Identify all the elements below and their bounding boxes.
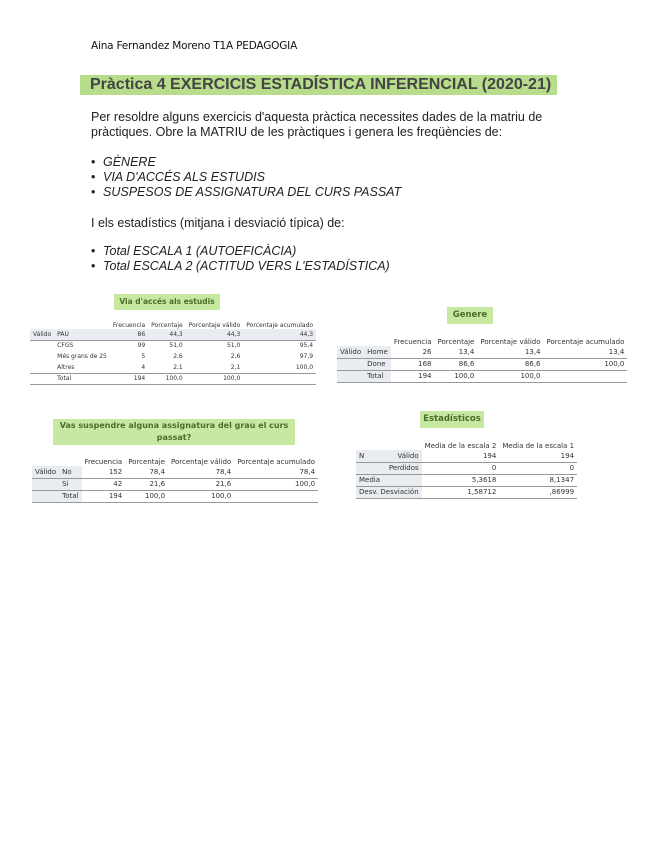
col-header: Media de la escala 1 <box>502 441 575 450</box>
cell: 21,6 <box>168 478 234 490</box>
row-label: Perdidos <box>376 462 421 474</box>
col-header: Porcentaje acumulado <box>246 321 314 329</box>
row-label: Total <box>59 490 81 502</box>
genere-table <box>337 325 627 383</box>
cell: 95,4 <box>299 342 314 350</box>
cell <box>243 373 316 384</box>
suspens-table <box>32 446 318 503</box>
row-label: Altres <box>54 362 110 373</box>
cell: 44,3 <box>243 329 316 340</box>
cell: 99 <box>137 342 146 350</box>
cell: 86 <box>110 329 148 340</box>
cell: 100,0 <box>125 490 168 502</box>
estad-table-title: Estadísticos <box>420 411 484 428</box>
cell: 21,6 <box>125 478 168 490</box>
cell: 44,3 <box>186 329 244 340</box>
cell: 194 <box>499 450 577 462</box>
list-item: • VIA D'ACCÉS ALS ESTUDIS <box>91 170 401 185</box>
suspens-table-title: Vas suspendre alguna assignatura del grau el curs passat? <box>53 419 295 445</box>
cell: 100,0 <box>544 358 628 370</box>
cell: 152 <box>82 466 126 478</box>
col-header: Porcentaje <box>128 457 166 466</box>
row-label: PAU <box>54 329 110 340</box>
genere-table-title: Genere <box>447 307 493 324</box>
cell: 51,0 <box>226 342 241 350</box>
cell: 100,0 <box>234 478 318 490</box>
cell: 194 <box>391 370 435 382</box>
cell: 78,4 <box>168 466 234 478</box>
row-label: No <box>59 466 81 478</box>
group-label: Válido <box>30 329 54 340</box>
row-label: Més grans de 25 <box>57 353 107 360</box>
col-header: Frecuencia <box>112 321 146 329</box>
col-header: Porcentaje válido <box>480 337 541 346</box>
cell: 13,4 <box>435 346 478 358</box>
cell: 8,1347 <box>499 474 577 486</box>
cell: 1,58712 <box>422 486 500 498</box>
cell: 100,0 <box>477 370 543 382</box>
row-label: Done <box>364 358 391 370</box>
cell <box>544 370 628 382</box>
row-label: Home <box>364 346 391 358</box>
cell: 78,4 <box>125 466 168 478</box>
cell <box>234 490 318 502</box>
stats-list <box>91 244 390 274</box>
row-label: Válido <box>376 450 421 462</box>
estad-table <box>356 429 577 499</box>
group-label: Válido <box>32 466 59 478</box>
cell: 2,6 <box>230 353 241 360</box>
col-header: Porcentaje <box>151 321 183 329</box>
cell: 51,0 <box>169 342 183 350</box>
list-item: • GÈNERE <box>91 155 401 170</box>
cell: 86,6 <box>477 358 543 370</box>
group-label: Válido <box>337 346 364 358</box>
col-header: Porcentaje <box>437 337 475 346</box>
row-label: Si <box>59 478 81 490</box>
page-title: Pràctica 4 EXERCICIS ESTADÍSTICA INFERENCIAL (2020-21) <box>80 75 557 95</box>
list-item: • Total ESCALA 1 (AUTOEFICÀCIA) <box>91 244 390 259</box>
cell: 100,0 <box>243 362 316 373</box>
cell: 13,4 <box>544 346 628 358</box>
cell: 194 <box>422 450 500 462</box>
col-header: Porcentaje válido <box>188 321 241 329</box>
col-header: Frecuencia <box>84 457 123 466</box>
cell: 97,9 <box>299 353 314 360</box>
col-header: Porcentaje válido <box>171 457 232 466</box>
stats-intro: I els estadístics (mitjana i desviació típica) de: <box>91 216 345 230</box>
group-label: N <box>356 450 376 462</box>
cell: 5 <box>141 353 146 360</box>
col-header: Frecuencia <box>393 337 432 346</box>
cell: 194 <box>110 373 148 384</box>
col-header: Porcentaje acumulado <box>237 457 316 466</box>
col-header: Porcentaje acumulado <box>546 337 625 346</box>
cell: 86,6 <box>435 358 478 370</box>
cell: 194 <box>82 490 126 502</box>
via-table-title: Via d'accés als estudis <box>114 294 220 310</box>
row-label: Total <box>364 370 391 382</box>
list-item: • Total ESCALA 2 (ACTITUD VERS L'ESTADÍSTICA) <box>91 259 390 274</box>
row-label: Desv. Desviación <box>356 486 422 498</box>
cell: 2,1 <box>148 362 186 373</box>
cell: 42 <box>82 478 126 490</box>
cell: 78,4 <box>234 466 318 478</box>
cell: 5,3618 <box>422 474 500 486</box>
author-line: Aina Fernandez Moreno T1A PEDAGOGIA <box>91 40 298 52</box>
cell: 100,0 <box>186 373 244 384</box>
col-header: Media de la escala 2 <box>424 441 497 450</box>
via-table <box>30 311 316 385</box>
cell: 100,0 <box>435 370 478 382</box>
cell: 168 <box>391 358 435 370</box>
row-label: CFGS <box>57 342 74 350</box>
cell: 4 <box>110 362 148 373</box>
row-label: Total <box>54 373 110 384</box>
cell: 26 <box>391 346 435 358</box>
cell: 0 <box>422 462 500 474</box>
cell: 2,6 <box>173 353 183 360</box>
list-item: • SUSPESOS DE ASSIGNATURA DEL CURS PASSAT <box>91 185 401 200</box>
cell: 0 <box>499 462 577 474</box>
cell: 100,0 <box>148 373 186 384</box>
cell: 2,1 <box>186 362 244 373</box>
cell: ,86999 <box>499 486 577 498</box>
cell: 44,3 <box>148 329 186 340</box>
row-label: Media <box>356 474 422 486</box>
freq-list <box>91 155 401 200</box>
cell: 100,0 <box>168 490 234 502</box>
intro-paragraph: Per resoldre alguns exercicis d'aquesta pràctica necessites dades de la matriu de pràctiques. Obre la MATRIU de les pràctiques i genera les freqüències de: <box>91 110 543 139</box>
cell: 13,4 <box>477 346 543 358</box>
